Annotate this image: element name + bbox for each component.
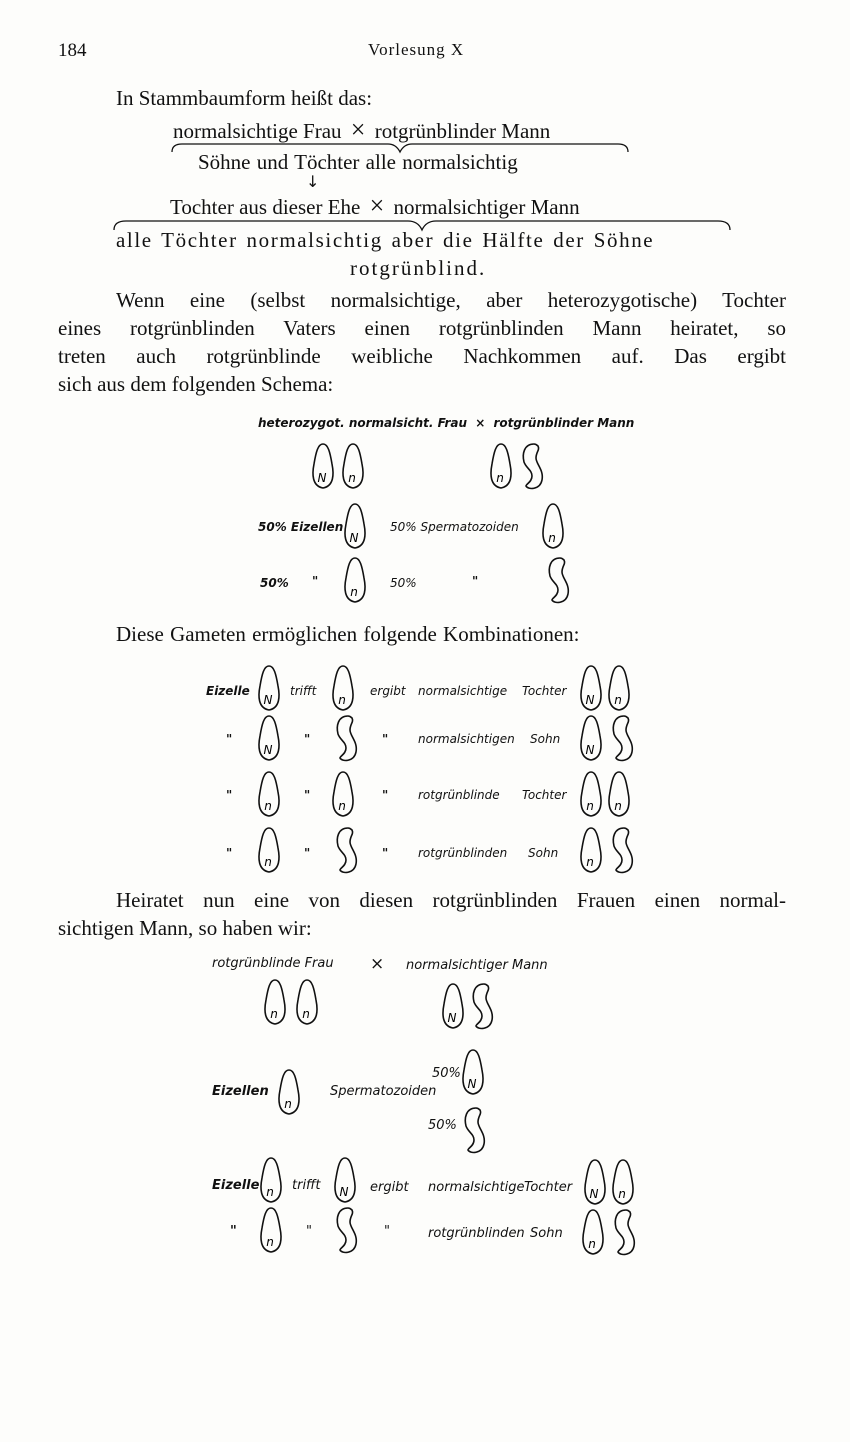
s2-row2-c3: " xyxy=(384,1224,390,1239)
comb-row2-c3: " xyxy=(382,732,389,746)
comb-row1-sex: Tochter xyxy=(522,684,567,698)
chromosome-letter: N xyxy=(263,743,273,757)
comb-row2-c2: " xyxy=(304,732,311,746)
y-chromosome-icon xyxy=(606,714,634,764)
x-chromosome-icon xyxy=(258,1156,284,1204)
scheme2-woman: rotgrünblinde Frau xyxy=(212,956,334,971)
combinations-heading: Diese Gameten ermöglichen folgende Kombinationen: xyxy=(116,622,580,646)
chromosome-letter: n xyxy=(338,799,346,813)
comb-row1-c3: ergibt xyxy=(370,684,406,698)
y-chromosome-icon xyxy=(542,556,570,606)
comb-row3-c3: " xyxy=(382,788,389,802)
s2-row2-c1: " xyxy=(230,1224,237,1239)
x-chromosome-icon xyxy=(294,978,320,1026)
scheme1-row2-sperm-ditto: " xyxy=(472,574,479,588)
scheme2-cross: × xyxy=(370,954,385,974)
s2-row1-c1: Eizelle xyxy=(212,1178,260,1193)
s2-row2-c2: " xyxy=(306,1224,312,1239)
chromosome-letter: N xyxy=(317,471,327,485)
scheme1-row2-ditto: " xyxy=(312,574,319,588)
chromosome-letter: n xyxy=(338,693,346,707)
chromosome-letter: n xyxy=(266,1235,274,1249)
x-chromosome-icon xyxy=(578,826,604,874)
pedigree-f1: Söhne und Töchter alle normalsichtig xyxy=(198,150,518,174)
x-chromosome-icon xyxy=(460,1048,486,1096)
comb-row2-result: normalsichtigen xyxy=(418,732,515,746)
chromosome-letter: N xyxy=(585,743,595,757)
comb-row4-sex: Sohn xyxy=(528,846,559,860)
chromosome-letter: n xyxy=(350,585,358,599)
paragraph-1-line: eines rotgrünblinden Vaters einen rotgrünblinden Mann heiratet, so xyxy=(58,316,786,340)
comb-row4-result: rotgrünblinden xyxy=(418,846,508,860)
x-chromosome-icon xyxy=(256,714,282,762)
comb-row1-c2: trifft xyxy=(290,684,317,698)
x-chromosome-icon xyxy=(258,1206,284,1254)
chromosome-letter: N xyxy=(339,1185,349,1199)
s2-row1-c2: trifft xyxy=(292,1178,321,1193)
f1-man: normalsichtiger Mann xyxy=(393,195,580,219)
comb-row4-c1: " xyxy=(226,846,233,860)
x-chromosome-icon xyxy=(606,770,632,818)
pedigree-p1-row xyxy=(173,116,550,145)
x-chromosome-icon xyxy=(256,826,282,874)
s2-row2-result: rotgrünblinden xyxy=(428,1226,525,1241)
scheme1-row1-sperm: 50% Spermatozoiden xyxy=(390,520,519,534)
chromosome-letter: n xyxy=(586,855,594,869)
cross-symbol: × xyxy=(350,115,366,144)
chromosome-letter: N xyxy=(263,693,273,707)
x-chromosome-icon xyxy=(578,714,604,762)
scheme1-row2-label: 50% xyxy=(260,576,289,590)
chromosome-letter: N xyxy=(467,1077,477,1091)
chromosome-letter: n xyxy=(586,799,594,813)
running-title: Vorlesung X xyxy=(368,40,465,59)
y-chromosome-icon xyxy=(330,714,358,764)
page-number: 184 xyxy=(58,40,87,61)
comb-row2-sex: Sohn xyxy=(530,732,561,746)
comb-row2-c1: " xyxy=(226,732,233,746)
x-chromosome-icon xyxy=(440,982,466,1030)
x-chromosome-icon xyxy=(262,978,288,1026)
s2-row1-result: normalsichtige xyxy=(428,1180,525,1195)
x-chromosome-icon xyxy=(330,664,356,712)
scheme2-eizellen: Eizellen xyxy=(212,1084,269,1099)
x-chromosome-icon xyxy=(540,502,566,550)
paragraph-1-line: treten auch rotgrünblinde weibliche Nachkommen auf. Das ergibt xyxy=(58,344,786,368)
y-chromosome-icon xyxy=(608,1208,636,1258)
y-chromosome-icon xyxy=(516,442,544,492)
chromosome-letter: n xyxy=(588,1237,596,1251)
x-chromosome-icon xyxy=(342,502,368,550)
chromosome-letter: N xyxy=(349,531,359,545)
x-chromosome-icon xyxy=(582,1158,608,1206)
x-chromosome-icon xyxy=(488,442,514,490)
x-chromosome-icon xyxy=(256,664,282,712)
chromosome-letter: N xyxy=(589,1187,599,1201)
scheme1-cross: × xyxy=(475,416,486,430)
chromosome-letter: n xyxy=(614,799,622,813)
x-chromosome-icon xyxy=(578,770,604,818)
chromosome-letter: n xyxy=(548,531,556,545)
scheme1-woman: heterozygot. normalsicht. Frau xyxy=(258,416,468,430)
chromosome-letter: n xyxy=(614,693,622,707)
x-chromosome-icon xyxy=(310,442,336,490)
y-chromosome-icon xyxy=(330,1206,358,1256)
paragraph-2 xyxy=(58,886,786,942)
pedigree-f2-line1: alle Töchter normalsichtig aber die Hälfte der Söhne xyxy=(116,228,655,252)
scheme1-row1-label: 50% Eizellen xyxy=(258,520,344,534)
chromosome-letter: n xyxy=(264,799,272,813)
comb-row3-c2: " xyxy=(304,788,311,802)
comb-row1-c1: Eizelle xyxy=(206,684,250,698)
chromosome-letter: n xyxy=(270,1007,278,1021)
paragraph-2-line: Heiratet nun eine von diesen rotgrünblinden Frauen einen normal- xyxy=(116,888,786,912)
scheme2-spermatozoiden: Spermatozoiden xyxy=(330,1084,437,1099)
comb-row3-c1: " xyxy=(226,788,233,802)
chromosome-letter: n xyxy=(264,855,272,869)
x-chromosome-icon xyxy=(610,1158,636,1206)
y-chromosome-icon xyxy=(466,982,494,1032)
chromosome-letter: n xyxy=(302,1007,310,1021)
scheme2-pct-top: 50% xyxy=(432,1066,461,1081)
comb-row4-c2: " xyxy=(304,846,311,860)
pedigree-f1-cross-row xyxy=(170,192,580,221)
x-chromosome-icon xyxy=(340,442,366,490)
chromosome-letter: N xyxy=(585,693,595,707)
scheme1-man: rotgrünblinder Mann xyxy=(493,416,635,430)
cross-symbol-2: × xyxy=(369,191,385,220)
x-chromosome-icon xyxy=(342,556,368,604)
paragraph-1-line: Wenn eine (selbst normalsichtige, aber heterozygotische) Tochter xyxy=(116,288,786,312)
x-chromosome-icon xyxy=(580,1208,606,1256)
comb-row3-sex: Tochter xyxy=(522,788,567,802)
x-chromosome-icon xyxy=(256,770,282,818)
chromosome-letter: n xyxy=(284,1097,292,1111)
paragraph-1 xyxy=(58,286,786,398)
scheme2-man: normalsichtiger Mann xyxy=(406,958,548,973)
scheme1-row2-sperm: 50% xyxy=(390,576,417,590)
s2-row1-sex: Tochter xyxy=(524,1180,573,1195)
pedigree-f2-line2: rotgrünblind. xyxy=(350,256,487,280)
f1-daughter: Tochter aus dieser Ehe xyxy=(170,195,361,219)
p1-woman: normalsichtige Frau xyxy=(173,119,342,143)
x-chromosome-icon xyxy=(578,664,604,712)
x-chromosome-icon xyxy=(276,1068,302,1116)
scheme2-pct-bottom: 50% xyxy=(428,1118,457,1133)
x-chromosome-icon xyxy=(332,1156,358,1204)
pedigree-intro: In Stammbaumform heißt das: xyxy=(116,86,373,110)
scheme1-title xyxy=(258,416,634,430)
s2-row1-c3: ergibt xyxy=(370,1180,409,1195)
chromosome-letter: n xyxy=(618,1187,626,1201)
comb-row4-c3: " xyxy=(382,846,389,860)
paragraph-1-line: sich aus dem folgenden Schema: xyxy=(58,372,334,396)
paragraph-2-line: sichtigen Mann, so haben wir: xyxy=(58,916,312,940)
x-chromosome-icon xyxy=(606,664,632,712)
chromosome-letter: n xyxy=(496,471,504,485)
down-arrow: ↓ xyxy=(306,172,320,191)
p1-man: rotgrünblinder Mann xyxy=(374,119,551,143)
comb-row3-result: rotgrünblinde xyxy=(418,788,500,802)
x-chromosome-icon xyxy=(330,770,356,818)
chromosome-letter: n xyxy=(348,471,356,485)
chromosome-letter: N xyxy=(447,1011,457,1025)
y-chromosome-icon xyxy=(606,826,634,876)
s2-row2-sex: Sohn xyxy=(530,1226,563,1241)
y-chromosome-icon xyxy=(458,1106,486,1156)
y-chromosome-icon xyxy=(330,826,358,876)
chromosome-letter: n xyxy=(266,1185,274,1199)
comb-row1-result: normalsichtige xyxy=(418,684,508,698)
